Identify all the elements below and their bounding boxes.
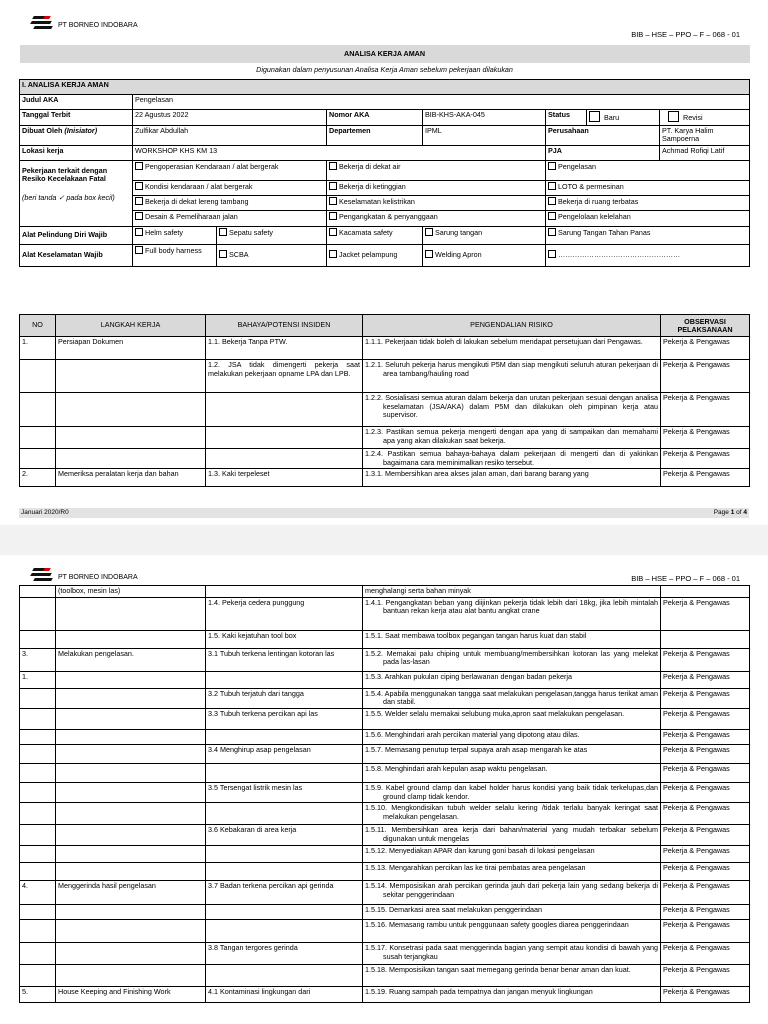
step-no [20, 943, 56, 965]
fatal-item-label: Pengelolaan kelelahan [558, 211, 631, 221]
step-langkah: Persiapan Dokumen [56, 337, 206, 360]
step-pengendalian: 1.3.1. Membersihkan area akses jalan aman, dari barang barang yang [363, 469, 661, 487]
step-no: 2. [20, 469, 56, 487]
table-row [20, 881, 750, 905]
checkbox[interactable] [135, 228, 143, 236]
company-logo-mark [30, 14, 54, 32]
step-observasi: Pekerja & Pengawas [661, 803, 750, 825]
step-langkah [56, 863, 206, 881]
step-observasi: Pekerja & Pengawas [661, 782, 750, 802]
fatal-item-cell[interactable] [546, 210, 750, 226]
step-no [20, 729, 56, 744]
step-no: 5. [20, 987, 56, 1003]
fatal-item-cell[interactable] [546, 180, 750, 195]
step-observasi: Pekerja & Pengawas [661, 427, 750, 449]
apd-item-label: Sarung tangan [435, 227, 483, 237]
company-name: PT BORNEO INDOBARA [58, 574, 138, 581]
nomor-value: BIB-KHS-AKA-045 [423, 109, 546, 125]
apd-item-cell[interactable] [546, 226, 750, 244]
apd-item-cell[interactable] [327, 226, 423, 244]
aks-item-cell[interactable] [327, 244, 423, 266]
step-observasi [661, 630, 750, 648]
checkbox[interactable] [329, 162, 337, 170]
step-langkah [56, 763, 206, 782]
checkbox[interactable] [329, 212, 337, 220]
step-no [20, 688, 56, 708]
form-header-table [19, 45, 750, 267]
apd-item-cell[interactable] [423, 226, 546, 244]
fatal-risk-label: Pekerjaan terkait dengan Resiko Kecelakaan Fatal [22, 165, 108, 184]
checkbox[interactable] [548, 162, 556, 170]
step-pengendalian: 1.2.4. Pastikan semua bahaya-bahaya dalam pekerjaan di mengerti dan di yakinkan bagaimana cara meminimalkan resiko tersebut. [363, 449, 661, 469]
table-row [20, 905, 750, 920]
step-pengendalian: 1.5.10. Mengkondisikan tubuh welder selalu kering /tidak terlalu banyak keringat saat melakukan pengelasan. [363, 803, 661, 825]
aks-item-cell[interactable] [423, 244, 546, 266]
checkbox[interactable] [425, 250, 433, 258]
table-row [20, 825, 750, 846]
step-pengendalian: 1.5.17. Konsetrasi pada saat menggerinda bagian yang sempit atau kondisi di bawah yang susah terjangkau [363, 943, 661, 965]
aks-item-cell[interactable] [133, 244, 217, 266]
table-row [20, 671, 750, 688]
fatal-item-label: Bekerja di dekat air [339, 161, 401, 171]
step-observasi: Pekerja & Pengawas [661, 846, 750, 863]
step-pengendalian: 1.5.7. Memasang penutup terpal supaya arah asap mengarah ke atas [363, 744, 661, 763]
step-langkah [56, 905, 206, 920]
table-row [20, 597, 750, 630]
step-langkah: Memeriksa peralatan kerja dan bahan [56, 469, 206, 487]
fatal-item-cell[interactable] [133, 210, 327, 226]
step-bahaya [206, 449, 363, 469]
checkbox[interactable] [135, 246, 143, 254]
fatal-item-label: Bekerja di dekat lereng tambang [145, 196, 249, 206]
aks-item-cell[interactable] [217, 244, 327, 266]
tanggal-label: Tanggal Terbit [20, 109, 133, 125]
step-pengendalian: 1.2.3. Pastikan semua pekerja mengerti dengan apa yang di sampaikan dan memahami apa yang akan dilakukan saat bekerja. [363, 427, 661, 449]
step-no [20, 708, 56, 729]
checkbox[interactable] [135, 162, 143, 170]
step-bahaya [206, 905, 363, 920]
fatal-item-label: Pengoperasian Kendaraan / alat bergerak [145, 161, 279, 171]
col-header-pengendalian: PENGENDALIAN RISIKO [363, 315, 661, 337]
checkbox[interactable] [548, 197, 556, 205]
fatal-item-label: Pengangkatan & penyanggaan [339, 211, 438, 221]
step-langkah: (toolbox, mesin las) [56, 586, 206, 598]
step-no [20, 630, 56, 648]
step-observasi: Pekerja & Pengawas [661, 863, 750, 881]
status-label: Status [546, 109, 587, 125]
lokasi-label: Lokasi kerja [20, 145, 133, 160]
step-observasi: Pekerja & Pengawas [661, 393, 750, 427]
table-row [20, 469, 750, 487]
step-observasi: Pekerja & Pengawas [661, 648, 750, 671]
checkbox[interactable] [548, 250, 556, 258]
step-observasi: Pekerja & Pengawas [661, 763, 750, 782]
table-row [20, 586, 750, 598]
status-baru-checkbox[interactable] [589, 111, 600, 122]
step-bahaya: 3.2 Tubuh terjatuh dari tangga [206, 688, 363, 708]
dibuat-label-italic: (Inisiator) [64, 125, 98, 135]
dept-value: IPML [423, 125, 546, 145]
section-1-heading: I. ANALISA KERJA AMAN [20, 79, 750, 94]
step-observasi: Pekerja & Pengawas [661, 597, 750, 630]
step-observasi: Pekerja & Pengawas [661, 729, 750, 744]
step-pengendalian: 1.5.11. Membersihkan area kerja dari bahan/material yang mudah terbakar sebelum digunakan untuk mengelas [363, 825, 661, 846]
fatal-risk-label-cell [20, 160, 133, 226]
step-no [20, 763, 56, 782]
form-subtitle: Digunakan dalam penyusunan Analisa Kerja Aman sebelum pekerjaan dilakukan [256, 65, 513, 75]
checkbox[interactable] [548, 182, 556, 190]
fatal-item-label: Kondisi kendaraan / alat bergerak [145, 181, 253, 191]
checkbox[interactable] [329, 182, 337, 190]
tanggal-value: 22 Agustus 2022 [133, 109, 327, 125]
step-bahaya [206, 763, 363, 782]
fatal-item-label: Bekerja di ketinggian [339, 181, 406, 191]
fatal-item-label: Desain & Pemeliharaan jalan [145, 211, 238, 221]
col-header-bahaya: BAHAYA/POTENSI INSIDEN [206, 315, 363, 337]
step-no: 1. [20, 671, 56, 688]
step-no [20, 965, 56, 987]
step-bahaya [206, 920, 363, 943]
step-langkah [56, 360, 206, 393]
page-gap [0, 525, 768, 555]
step-observasi: Pekerja & Pengawas [661, 905, 750, 920]
step-no [20, 586, 56, 598]
step-langkah [56, 393, 206, 427]
step-no [20, 597, 56, 630]
table-row [20, 708, 750, 729]
step-bahaya: 1.3. Kaki terpeleset [206, 469, 363, 487]
judul-value: Pengelasan [133, 94, 750, 109]
step-observasi [661, 586, 750, 598]
aks-item-label: Full body harness [145, 245, 202, 255]
step-observasi: Pekerja & Pengawas [661, 360, 750, 393]
step-no [20, 449, 56, 469]
status-revisi-checkbox[interactable] [668, 111, 679, 122]
step-bahaya: 1.2. JSA tidak dimengerti pekerja saat melakukan pekerjaan opname LPA dan LPB. [206, 360, 363, 393]
step-observasi: Pekerja & Pengawas [661, 688, 750, 708]
checkbox[interactable] [329, 228, 337, 236]
step-observasi: Pekerja & Pengawas [661, 744, 750, 763]
step-bahaya [206, 803, 363, 825]
apd-label: Alat Pelindung Diri Wajib [20, 226, 133, 244]
step-langkah: Melakukan pengelasan. [56, 648, 206, 671]
step-bahaya: 3.5 Tersengat listrik mesin las [206, 782, 363, 802]
step-bahaya: 3.4 Menghirup asap pengelasan [206, 744, 363, 763]
step-langkah [56, 744, 206, 763]
step-pengendalian: 1.5.8. Menghindari arah kepulan asap waktu pengelasan. [363, 763, 661, 782]
checkbox[interactable] [329, 250, 337, 258]
step-pengendalian: 1.5.6. Menghindari arah percikan material yang dipotong atau dilas. [363, 729, 661, 744]
checkbox[interactable] [548, 212, 556, 220]
status-baru-label: Baru [604, 112, 620, 122]
status-baru-cell[interactable] [587, 109, 660, 125]
checkbox[interactable] [219, 250, 227, 258]
step-langkah [56, 708, 206, 729]
col-header-observasi: OBSERVASI PELAKSANAAN [661, 315, 750, 337]
step-pengendalian: 1.5.4. Apabila menggunakan tangga saat melakukan pengelasan,tangga harus terikat aman dan stabil. [363, 688, 661, 708]
step-langkah [56, 597, 206, 630]
dibuat-label-cell [20, 125, 133, 145]
status-revisi-label: Revisi [683, 112, 703, 122]
company-name: PT BORNEO INDOBARA [58, 22, 138, 29]
checkbox[interactable] [548, 228, 556, 236]
step-pengendalian: 1.5.19. Ruang sampah pada tempatnya dan jangan menyuk lingkungan [363, 987, 661, 1003]
step-observasi: Pekerja & Pengawas [661, 987, 750, 1003]
step-bahaya: 4.1 Kontaminasi lingkungan dari [206, 987, 363, 1003]
step-bahaya [206, 427, 363, 449]
table-row [20, 337, 750, 360]
aks-item-label: SCBA [229, 250, 249, 260]
document-number: BIB – HSE – PPO – F – 068 - 01 [631, 30, 740, 39]
step-observasi: Pekerja & Pengawas [661, 708, 750, 729]
step-bahaya [206, 671, 363, 688]
pja-value: Achmad Rofiqi Latif [660, 145, 750, 160]
step-observasi: Pekerja & Pengawas [661, 449, 750, 469]
fatal-risk-note: (beri tanda ✓ pada box kecil) [22, 193, 115, 203]
step-langkah [56, 965, 206, 987]
step-no [20, 846, 56, 863]
table-row [20, 648, 750, 671]
company-logo [30, 14, 140, 36]
checkbox[interactable] [219, 228, 227, 236]
fatal-item-label: Keselamatan kelistrikan [339, 196, 415, 206]
fatal-item-label: LOTO & permesinan [558, 181, 624, 191]
step-bahaya [206, 863, 363, 881]
aks-label: Alat Keselamatan Wajib [20, 244, 133, 266]
dept-label: Departemen [327, 125, 423, 145]
table-row [20, 729, 750, 744]
step-langkah [56, 782, 206, 802]
step-pengendalian: 1.5.5. Welder selalu memakai selubung muka,apron saat melakukan pengelasan. [363, 708, 661, 729]
fatal-item-cell[interactable] [546, 160, 750, 180]
step-bahaya [206, 846, 363, 863]
step-pengendalian: 1.5.12. Menyediakan APAR dan karung goni basah di lokasi pengelasan [363, 846, 661, 863]
step-no: 3. [20, 648, 56, 671]
dibuat-value: Zulfikar Abdullah [133, 125, 327, 145]
step-bahaya [206, 729, 363, 744]
apd-item-label: Sepatu safety [229, 227, 273, 237]
step-pengendalian: 1.5.18. Memposisikan tangan saat memegang gerinda benar benar aman dan kuat. [363, 965, 661, 987]
table-row [20, 863, 750, 881]
pja-label: PJA [546, 145, 660, 160]
table-row [20, 360, 750, 393]
step-observasi: Pekerja & Pengawas [661, 920, 750, 943]
step-no [20, 863, 56, 881]
col-header-langkah: LANGKAH KERJA [56, 315, 206, 337]
step-langkah [56, 825, 206, 846]
step-langkah [56, 427, 206, 449]
step-no [20, 427, 56, 449]
step-langkah [56, 630, 206, 648]
judul-label: Judul AKA [20, 94, 133, 109]
fatal-item-cell[interactable] [327, 180, 546, 195]
step-langkah: House Keeping and Finishing Work [56, 987, 206, 1003]
step-no [20, 920, 56, 943]
step-bahaya: 1.5. Kaki kejatuhan tool box [206, 630, 363, 648]
step-no [20, 744, 56, 763]
checkbox[interactable] [135, 212, 143, 220]
apd-item-label: Sarung Tangan Tahan Panas [558, 227, 651, 237]
step-no [20, 782, 56, 802]
table-row [20, 449, 750, 469]
apd-item-cell[interactable] [133, 226, 217, 244]
form-title: ANALISA KERJA AMAN [20, 45, 750, 63]
step-langkah [56, 920, 206, 943]
aks-item-label: Welding Apron [435, 250, 482, 260]
step-pengendalian: 1.4.1. Pengangkatan beban yang diijinkan pekerja tidak lebih dari 18kg, jika lebih mintalah bantuan rekan kerja atau alat bantu angkat crane [363, 597, 661, 630]
checkbox[interactable] [135, 197, 143, 205]
table-row [20, 920, 750, 943]
table-row [20, 630, 750, 648]
step-observasi: Pekerja & Pengawas [661, 881, 750, 905]
fatal-item-cell[interactable] [133, 160, 327, 180]
step-pengendalian: 1.5.2. Memakai palu chiping untuk membuang/membersihkan kotoran las yang melekat pada las-lasan [363, 648, 661, 671]
step-pengendalian: 1.5.15. Demarkasi area saat melakukan penggerindaan [363, 905, 661, 920]
table-row [20, 782, 750, 802]
step-bahaya: 1.1. Bekerja Tanpa PTW. [206, 337, 363, 360]
aks-item-label: …………………………………………… [558, 250, 681, 260]
step-bahaya: 3.3 Tubuh terkena percikan api las [206, 708, 363, 729]
table-row [20, 763, 750, 782]
step-observasi: Pekerja & Pengawas [661, 825, 750, 846]
aks-item-label: Jacket pelampung [339, 250, 398, 260]
footer-page-number: Page 1 of 4 [713, 509, 747, 516]
dibuat-label: Dibuat Oleh [22, 125, 65, 135]
document-number: BIB – HSE – PPO – F – 068 - 01 [631, 574, 740, 583]
step-langkah [56, 449, 206, 469]
table-row [20, 427, 750, 449]
step-pengendalian: 1.5.16. Memasang rambu untuk penggunaan safety googles diarea penggerindaan [363, 920, 661, 943]
step-bahaya [206, 965, 363, 987]
fatal-item-cell[interactable] [327, 195, 546, 210]
fatal-item-label: Bekerja di ruang terbatas [558, 196, 639, 206]
step-langkah [56, 729, 206, 744]
risk-table-page-1 [19, 314, 750, 487]
step-pengendalian: 1.2.1. Seluruh pekerja harus mengikuti P5M dan siap mengikuti seluruh aturan pekerjaan di area tambang/hauling road [363, 360, 661, 393]
step-pengendalian: 1.1.1. Pekerjaan tidak boleh di lakukan sebelum mendapat persetujuan dari Pengawas. [363, 337, 661, 360]
step-observasi: Pekerja & Pengawas [661, 965, 750, 987]
perusahaan-value: PT. Karya Halim Sampoerna [660, 125, 750, 145]
table-row [20, 688, 750, 708]
fatal-item-label: Pengelasan [558, 161, 596, 171]
step-pengendalian: 1.5.14. Memposisikan arah percikan gerinda jauh dari pekerja lain yang sedang bekerja di sekitar penggerindaan [363, 881, 661, 905]
status-revisi-cell[interactable] [660, 109, 750, 125]
step-langkah [56, 846, 206, 863]
step-no: 4. [20, 881, 56, 905]
checkbox[interactable] [135, 182, 143, 190]
step-no: 1. [20, 337, 56, 360]
step-pengendalian: 1.5.1. Saat membawa toolbox pegangan tangan harus kuat dan stabil [363, 630, 661, 648]
step-observasi: Pekerja & Pengawas [661, 671, 750, 688]
step-bahaya [206, 393, 363, 427]
step-bahaya: 3.7 Badan terkena percikan api gerinda [206, 881, 363, 905]
apd-item-label: Helm safety [145, 227, 183, 237]
fatal-item-cell[interactable] [133, 195, 327, 210]
step-bahaya: 1.4. Pekerja cedera punggung [206, 597, 363, 630]
step-no [20, 825, 56, 846]
checkbox[interactable] [425, 228, 433, 236]
col-header-no: NO [20, 315, 56, 337]
table-row [20, 803, 750, 825]
step-langkah [56, 688, 206, 708]
step-pengendalian: 1.2.2. Sosialisasi semua aturan dalam bekerja dan urutan pekerjaan sesuai dengan analisa keselamatan (JSA/AKA) dalam P5M dan dilakukan oleh pimpinan kerja atau supervisor. [363, 393, 661, 427]
aks-item-cell[interactable] [546, 244, 750, 266]
table-row [20, 965, 750, 987]
step-observasi: Pekerja & Pengawas [661, 469, 750, 487]
lokasi-value: WORKSHOP KHS KM 13 [133, 145, 546, 160]
fatal-item-cell[interactable] [327, 160, 546, 180]
step-langkah [56, 671, 206, 688]
fatal-item-cell[interactable] [133, 180, 327, 195]
step-pengendalian: 1.5.9. Kabel ground clamp dan kabel holder harus kondisi yang baik tidak terkelupas,dan ground clamp tidak kendor. [363, 782, 661, 802]
step-pengendalian: menghalangi serta bahan minyak [363, 586, 661, 598]
page-footer [19, 508, 749, 518]
table-row [20, 393, 750, 427]
step-no [20, 393, 56, 427]
step-bahaya [206, 586, 363, 598]
step-no [20, 360, 56, 393]
company-logo-mark [30, 566, 54, 584]
table-row [20, 846, 750, 863]
apd-item-label: Kacamata safety [339, 227, 393, 237]
fatal-item-cell[interactable] [327, 210, 546, 226]
step-pengendalian: 1.5.3. Arahkan pukulan ciping berlawanan dengan badan pekerja [363, 671, 661, 688]
apd-item-cell[interactable] [217, 226, 327, 244]
step-bahaya: 3.1 Tubuh terkena lentingan kotoran las [206, 648, 363, 671]
step-langkah [56, 943, 206, 965]
table-row [20, 943, 750, 965]
step-no [20, 803, 56, 825]
step-bahaya: 3.6 Kebakaran di area kerja [206, 825, 363, 846]
step-observasi: Pekerja & Pengawas [661, 337, 750, 360]
table-row [20, 987, 750, 1003]
perusahaan-label: Perusahaan [546, 125, 660, 145]
nomor-label: Nomor AKA [327, 109, 423, 125]
form-page-2 [0, 555, 768, 1024]
fatal-item-cell[interactable] [546, 195, 750, 210]
step-langkah [56, 803, 206, 825]
step-observasi: Pekerja & Pengawas [661, 943, 750, 965]
table-row [20, 744, 750, 763]
step-pengendalian: 1.5.13. Mengarahkan percikan las ke tirai pembatas area pengelasan [363, 863, 661, 881]
footer-revision: Januari 2020/R0 [21, 509, 69, 516]
step-no [20, 905, 56, 920]
checkbox[interactable] [329, 197, 337, 205]
step-langkah: Menggerinda hasil pengelasan [56, 881, 206, 905]
step-bahaya: 3.8 Tangan tergores gerinda [206, 943, 363, 965]
risk-table-page-2 [19, 585, 750, 1003]
